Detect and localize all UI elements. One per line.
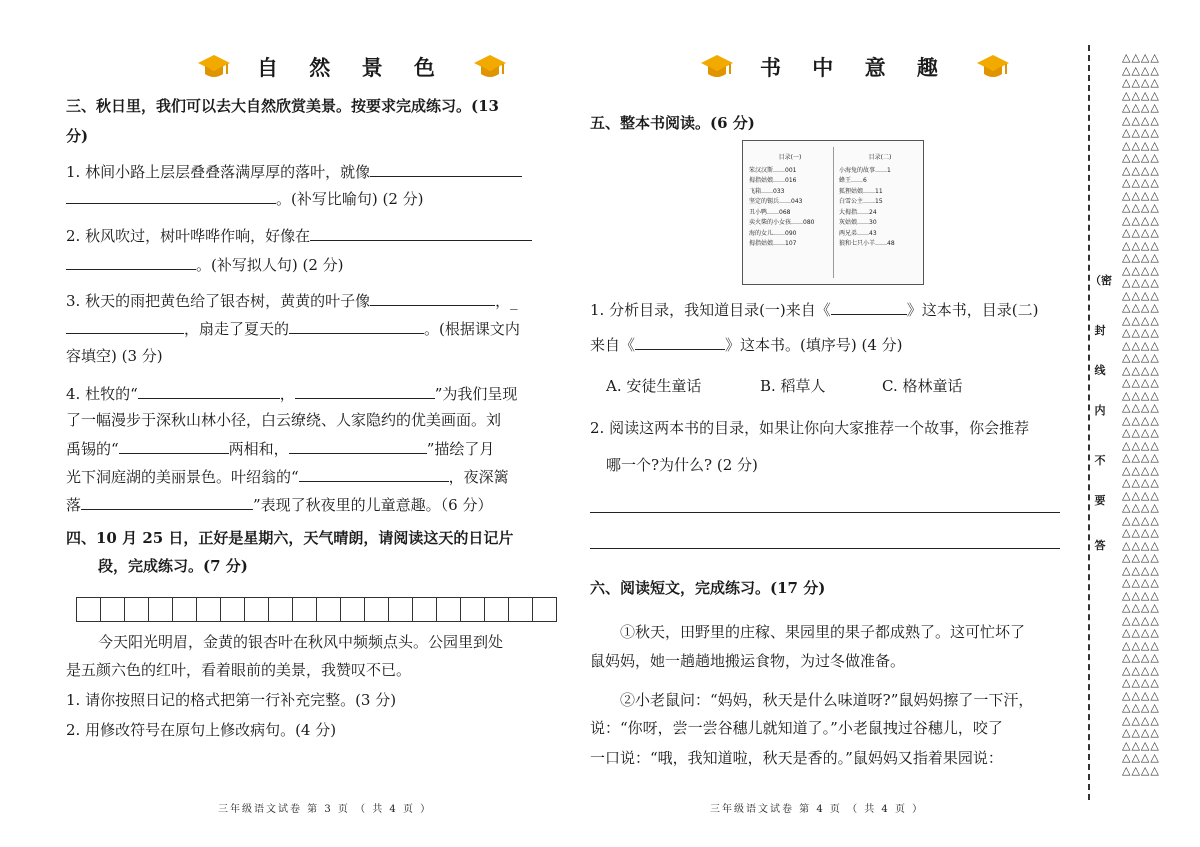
toc-entry: 拇指姑娘……107 xyxy=(749,240,797,247)
triangle-row: △△△△ xyxy=(1122,426,1160,439)
q3-item-3-cont2: 容填空) (3 分) xyxy=(66,347,163,365)
q3-item-4: 4. 杜牧的“ ， ”为我们呈现 xyxy=(66,385,518,403)
page-footer: 三年级语文试卷 第 3 页 （ 共 4 页 ） xyxy=(218,804,433,815)
triangle-row: △△△△ xyxy=(1122,176,1160,189)
triangle-row: △△△△ xyxy=(1122,263,1160,277)
seal-char: 不 xyxy=(1094,454,1106,467)
diary-paragraph-line2: 是五颜六色的红叶，看着眼前的美景，我赞叹不已。 xyxy=(66,661,412,679)
triangle-row: △△△△ xyxy=(1122,738,1160,752)
q4-item-1: 1. 请你按照日记的格式把第一行补充完整。(3 分) xyxy=(66,691,397,709)
triangle-row: △△△△ xyxy=(1122,163,1160,177)
answer-blank[interactable] xyxy=(81,494,253,510)
grid-cell[interactable] xyxy=(196,597,221,622)
grid-cell[interactable] xyxy=(484,597,509,622)
triangle-row: △△△△ xyxy=(1122,151,1160,164)
answer-blank[interactable] xyxy=(138,383,280,399)
grid-cell[interactable] xyxy=(172,597,197,622)
triangle-row: △△△△ xyxy=(1122,101,1160,114)
question-3-title-cont: 分) xyxy=(66,127,89,145)
seal-char: 线 xyxy=(1094,364,1106,377)
answer-line[interactable] xyxy=(590,512,1060,513)
toc-entry: 小海兔的故事……1 xyxy=(839,166,891,174)
seal-char: 答 xyxy=(1094,539,1106,552)
triangle-row: △△△△ xyxy=(1122,651,1160,664)
toc-entry: 大拇指……24 xyxy=(839,208,877,216)
seal-line xyxy=(1088,45,1090,800)
answer-blank[interactable] xyxy=(310,225,532,241)
q4-item-2: 2. 用修改符号在原句上修改病句。(4 分) xyxy=(66,721,337,739)
triangle-row: △△△△ xyxy=(1122,288,1160,302)
triangle-row: △△△△ xyxy=(1122,76,1160,89)
seal-char: （密 xyxy=(1090,274,1112,287)
grid-cell[interactable] xyxy=(364,597,389,622)
triangle-row: △△△△ xyxy=(1122,726,1160,739)
q5-item-2-cont: 哪一个?为什么? (2 分) xyxy=(606,456,758,474)
toc-entry: 狐狸姑娘……11 xyxy=(839,187,883,195)
grid-cell[interactable] xyxy=(100,597,125,622)
option-c[interactable]: C. 格林童话 xyxy=(882,377,963,395)
triangle-row: △△△△ xyxy=(1122,201,1160,214)
triangle-row: △△△△ xyxy=(1122,238,1160,252)
grid-cell[interactable] xyxy=(388,597,413,622)
grid-cell[interactable] xyxy=(292,597,317,622)
answer-blank[interactable] xyxy=(299,466,449,482)
answer-blank[interactable] xyxy=(289,318,424,334)
triangle-row: △△△△ xyxy=(1122,251,1160,264)
q3-item-2: 2. 秋风吹过，树叶哗哗作响，好像在 xyxy=(66,225,532,246)
triangle-row: △△△△ xyxy=(1122,226,1160,239)
q3-item-4-line5: 落 ”表现了秋夜里的儿童意趣。（6 分） xyxy=(66,496,493,514)
triangle-row: △△△△ xyxy=(1122,676,1160,689)
triangle-row: △△△△ xyxy=(1122,751,1160,764)
answer-blank[interactable] xyxy=(295,383,435,399)
toc-entry: 海的女儿……090 xyxy=(749,229,797,237)
q3-item-1: 1. 林间小路上层层叠叠落满厚厚的落叶，就像 xyxy=(66,161,522,182)
passage-p2-line1: ②小老鼠问：“妈妈，秋天是什么味道呀?”鼠妈妈擦了一下汗， xyxy=(620,691,1034,709)
grid-cell[interactable] xyxy=(244,597,269,622)
answer-blank[interactable] xyxy=(66,188,276,204)
triangle-row: △△△△ xyxy=(1122,626,1160,639)
triangle-row: △△△△ xyxy=(1122,476,1160,489)
triangle-row: △△△△ xyxy=(1122,713,1160,727)
section-title: 书 中 意 趣 xyxy=(760,55,950,80)
triangle-row: △△△△ xyxy=(1122,551,1160,564)
triangle-row: △△△△ xyxy=(1122,326,1160,339)
q3-item-4-line3: 禹锡的“ 两相和， ”描绘了月 xyxy=(66,440,495,458)
toc-column-2 xyxy=(839,153,921,250)
question-6-title: 六、阅读短文，完成练习。(17 分) xyxy=(590,579,826,597)
toc-entry: 狼和七只小羊……48 xyxy=(839,240,895,247)
triangle-row: △△△△ xyxy=(1122,513,1160,527)
diary-paragraph-line1: 今天阳光明眉，金黄的银杏叶在秋风中频频点头。公园里到处 xyxy=(98,633,504,651)
triangle-row: △△△△ xyxy=(1122,613,1160,627)
triangle-row: △△△△ xyxy=(1122,413,1160,427)
q3-item-2-cont: 。(补写拟人句) (2 分) xyxy=(66,254,344,275)
page-footer: 三年级语文试卷 第 4 页 （ 共 4 页 ） xyxy=(710,804,925,815)
toc-entry: 白雪公主……15 xyxy=(839,198,883,205)
toc-entry: 丑小鸭……068 xyxy=(749,208,791,216)
triangle-row: △△△△ xyxy=(1122,588,1160,602)
passage-p2-line2: 说：“你呀，尝一尝谷穗儿就知道了。”小老鼠拽过谷穗儿，咬了 xyxy=(590,719,1003,737)
toc-entry: 卖火柴的小女孩……080 xyxy=(749,219,815,226)
q3-item-4-line4: 光下洞庭湖的美丽景色。叶绍翁的“ ，夜深篱 xyxy=(66,468,509,486)
passage-p1-line2: 鼠妈妈，她一趟趟地搬运食物，为过冬做准备。 xyxy=(590,652,906,670)
grid-cell[interactable] xyxy=(436,597,461,622)
triangle-row: △△△△ xyxy=(1122,438,1160,452)
toc-entry: 两兄弟……43 xyxy=(839,229,877,237)
triangle-row: △△△△ xyxy=(1122,576,1160,589)
diary-header-grid[interactable] xyxy=(76,597,556,622)
triangle-row: △△△△ xyxy=(1122,376,1160,389)
passage-p1-line1: ①秋天，田野里的庄稼、果园里的果子都成熟了。这可忙坏了 xyxy=(620,623,1026,641)
grid-cell[interactable] xyxy=(268,597,293,622)
answer-blank[interactable] xyxy=(119,438,229,454)
triangle-row: △△△△ xyxy=(1122,126,1160,139)
triangle-row: △△△△ xyxy=(1122,113,1160,127)
answer-blank[interactable] xyxy=(831,299,907,315)
q3-item-3: 3. 秋天的雨把黄色给了银杏树，黄黄的叶子像 ，_ xyxy=(66,292,518,310)
grid-cell[interactable] xyxy=(148,597,173,622)
q3-item-4-line2: 了一幅漫步于深秋山林小径，白云缭绕、人家隐约的优美画面。刘 xyxy=(66,411,502,429)
answer-blank[interactable] xyxy=(635,334,725,350)
toc-entry: 笨汉汉斯……001 xyxy=(749,166,797,174)
answer-blank[interactable] xyxy=(66,254,196,270)
seal-char: 内 xyxy=(1094,404,1106,417)
triangle-row: △△△△ xyxy=(1122,88,1160,102)
grid-cell[interactable] xyxy=(124,597,149,622)
toc-entry: 蜂王……6 xyxy=(839,177,867,184)
toc-entry: 坚定的锡兵……043 xyxy=(749,198,803,205)
answer-line[interactable] xyxy=(590,548,1060,549)
question-5-title: 五、整本书阅读。(6 分) xyxy=(590,114,755,132)
toc-entry: 拇指姑娘……016 xyxy=(749,177,797,184)
triangle-row: △△△△ xyxy=(1122,51,1160,64)
triangle-row: △△△△ xyxy=(1122,188,1160,202)
triangle-row: △△△△ xyxy=(1122,763,1160,777)
table-of-contents-image xyxy=(742,140,924,285)
grid-cell[interactable] xyxy=(340,597,365,622)
triangle-row: △△△△ xyxy=(1122,601,1160,614)
seal-char: 封 xyxy=(1094,324,1106,337)
toc-heading: 目录(二) xyxy=(868,154,892,161)
answer-blank[interactable] xyxy=(289,438,427,454)
q3-item-3-cont: ，扇走了夏天的 。(根据课文内 xyxy=(66,318,520,339)
question-4-title-cont: 段，完成练习。(7 分) xyxy=(98,557,248,575)
question-4-title: 四、10 月 25 日，正好是星期六，天气晴朗，请阅读这天的日记片 xyxy=(66,529,514,547)
answer-blank[interactable] xyxy=(370,161,522,177)
triangle-row: △△△△ xyxy=(1122,338,1160,352)
triangle-row: △△△△ xyxy=(1122,276,1160,289)
triangle-row: △△△△ xyxy=(1122,138,1160,152)
grid-cell[interactable] xyxy=(460,597,485,622)
section-header xyxy=(700,52,1010,82)
toc-entry: 灰姑娘……30 xyxy=(839,219,877,226)
triangle-row: △△△△ xyxy=(1122,663,1160,677)
triangle-row: △△△△ xyxy=(1122,701,1160,714)
triangle-row: △△△△ xyxy=(1122,538,1160,552)
triangle-row: △△△△ xyxy=(1122,488,1160,502)
triangle-row: △△△△ xyxy=(1122,351,1160,364)
triangle-row: △△△△ xyxy=(1122,451,1160,464)
section-header xyxy=(197,52,507,82)
triangle-row: △△△△ xyxy=(1122,363,1160,377)
q5-item-1: 1. 分析目录，我知道目录(一)来自《 》这本书，目录(二) xyxy=(590,301,1039,319)
q5-item-1-cont: 来自《 》这本书。(填序号) (4 分) xyxy=(590,336,903,354)
triangle-row: △△△△ xyxy=(1122,301,1160,314)
option-b[interactable]: B. 稻草人 xyxy=(760,377,826,395)
seal-char: 要 xyxy=(1094,494,1106,507)
triangle-row: △△△△ xyxy=(1122,63,1160,77)
question-3-title: 三、秋日里，我们可以去大自然欣赏美景。按要求完成练习。(13 xyxy=(66,97,499,115)
triangle-row: △△△△ xyxy=(1122,526,1160,539)
triangle-row: △△△△ xyxy=(1122,563,1160,577)
graduation-cap-icon xyxy=(473,52,507,82)
answer-blank[interactable] xyxy=(66,318,184,334)
graduation-cap-icon xyxy=(197,52,231,82)
toc-heading: 目录(一) xyxy=(778,154,802,161)
grid-cell[interactable] xyxy=(532,597,557,622)
triangle-row: △△△△ xyxy=(1122,688,1160,702)
triangle-row: △△△△ xyxy=(1122,388,1160,402)
grid-cell[interactable] xyxy=(76,597,101,622)
triangle-border-pattern xyxy=(1122,52,1182,777)
option-a[interactable]: A. 安徒生童话 xyxy=(606,377,702,395)
triangle-row: △△△△ xyxy=(1122,638,1160,652)
grid-cell[interactable] xyxy=(316,597,341,622)
grid-cell[interactable] xyxy=(412,597,437,622)
answer-blank[interactable] xyxy=(370,290,495,306)
triangle-row: △△△△ xyxy=(1122,463,1160,477)
q3-item-1-cont: 。(补写比喻句) (2 分) xyxy=(66,188,424,209)
triangle-row: △△△△ xyxy=(1122,213,1160,227)
q5-item-2: 2. 阅读这两本书的目录，如果让你向大家推荐一个故事，你会推荐 xyxy=(590,419,1030,437)
triangle-row: △△△△ xyxy=(1122,313,1160,327)
toc-entry: 飞箱……033 xyxy=(749,187,785,195)
triangle-row: △△△△ xyxy=(1122,401,1160,414)
passage-p2-line3: 一口说：“哦，我知道啦，秋天是香的。”鼠妈妈又指着果园说： xyxy=(590,749,1003,767)
grid-cell[interactable] xyxy=(220,597,245,622)
graduation-cap-icon xyxy=(700,52,734,82)
grid-cell[interactable] xyxy=(508,597,533,622)
triangle-row: △△△△ xyxy=(1122,501,1160,514)
toc-column-1 xyxy=(749,153,831,250)
section-title: 自 然 景 色 xyxy=(257,55,447,80)
graduation-cap-icon xyxy=(976,52,1010,82)
